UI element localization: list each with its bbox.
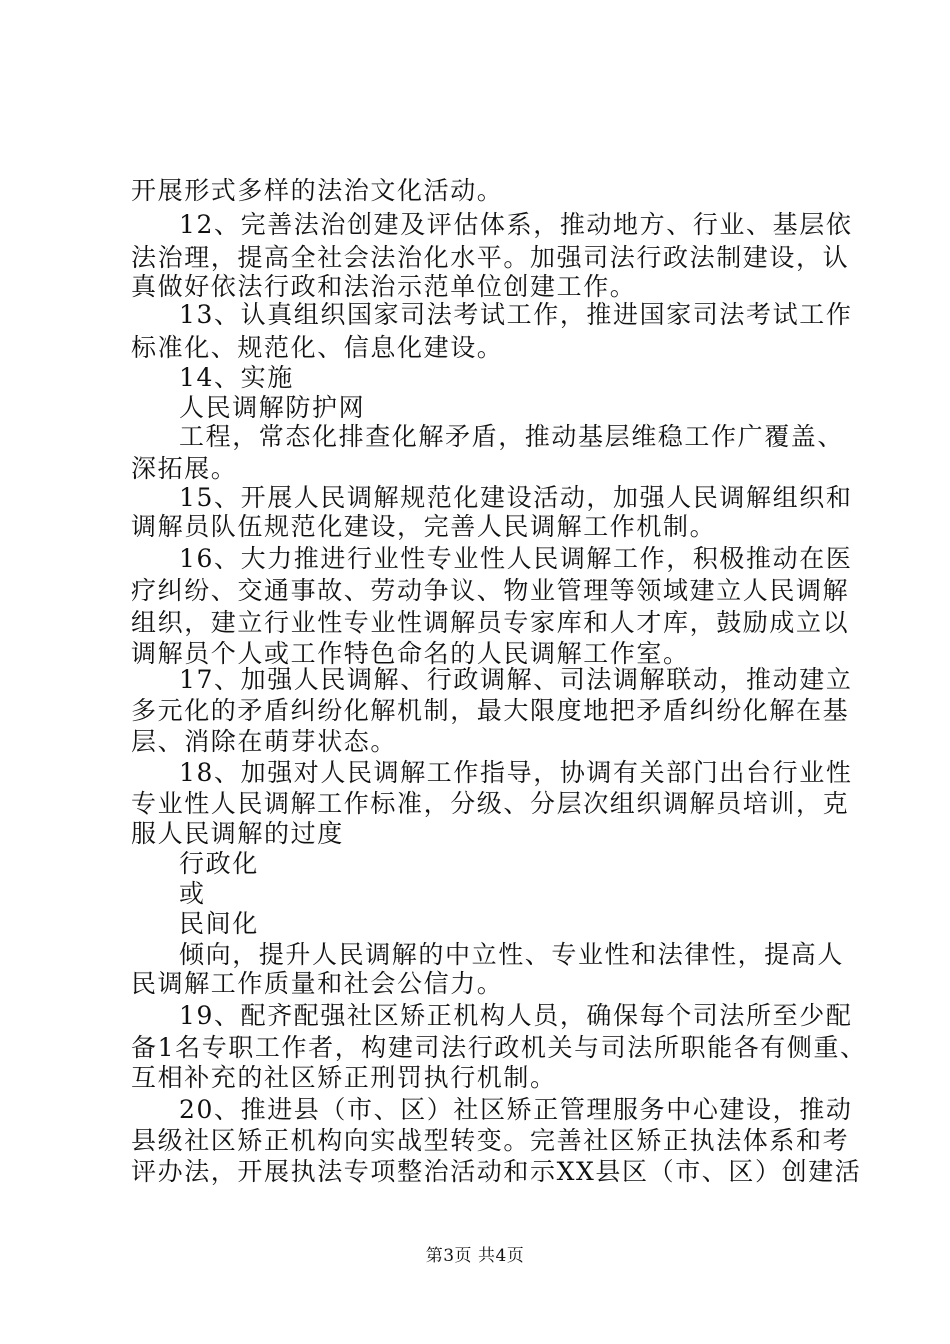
text-line: 13、认真组织国家司法考试工作，推进国家司法考试工作: [179, 300, 853, 329]
text-line: 开展形式多样的法治文化活动。: [131, 176, 504, 205]
text-line: 评办法，开展执法专项整治活动和示XX县区（市、区）创建活: [131, 1157, 862, 1186]
text-line: 行政化: [179, 849, 259, 878]
text-line: 工程，常态化排查化解矛盾，推动基层维稳工作广覆盖、: [179, 422, 845, 451]
text-line: 多元化的矛盾纠纷化解机制，最大限度地把矛盾纠纷化解在基: [131, 696, 850, 725]
text-line: 专业性人民调解工作标准，分级、分层次组织调解员培训，克: [131, 789, 850, 818]
text-line: 真做好依法行政和法治示范单位创建工作。: [131, 272, 637, 301]
text-line: 15、开展人民调解规范化建设活动，加强人民调解组织和: [179, 483, 853, 512]
text-line: 14、实施: [179, 363, 294, 392]
text-line: 人民调解防护网: [179, 393, 366, 422]
text-line: 备1名专职工作者，构建司法行政机关与司法所职能各有侧重、: [131, 1033, 867, 1062]
page-footer: 第3页 共4页: [425, 1246, 525, 1266]
text-line: 民间化: [179, 909, 259, 938]
text-line: 法治理，提高全社会法治化水平。加强司法行政法制建设，认: [131, 243, 850, 272]
text-line: 层、消除在萌芽状态。: [131, 727, 398, 756]
text-line: 或: [179, 879, 206, 908]
text-line: 疗纠纷、交通事故、劳动争议、物业管理等领域建立人民调解: [131, 576, 850, 605]
text-line: 16、大力推进行业性专业性人民调解工作，积极推动在医: [179, 544, 853, 573]
text-line: 19、配齐配强社区矫正机构人员，确保每个司法所至少配: [179, 1001, 853, 1030]
text-line: 调解员队伍规范化建设，完善人民调解工作机制。: [131, 512, 717, 541]
text-line: 12、完善法治创建及评估体系，推动地方、行业、基层依: [179, 210, 853, 239]
text-line: 服人民调解的过度: [131, 819, 344, 848]
text-line: 深拓展。: [131, 454, 238, 483]
text-line: 17、加强人民调解、行政调解、司法调解联动，推动建立: [179, 665, 853, 694]
text-line: 调解员个人或工作特色命名的人民调解工作室。: [131, 639, 690, 668]
text-line: 倾向，提升人民调解的中立性、专业性和法律性，提高人: [179, 940, 845, 969]
text-line: 县级社区矫正机构向实战型转变。完善社区矫正执法体系和考: [131, 1126, 850, 1155]
text-line: 标准化、规范化、信息化建设。: [131, 333, 504, 362]
text-line: 20、推进县（市、区）社区矫正管理服务中心建设，推动: [179, 1095, 853, 1124]
text-line: 民调解工作质量和社会公信力。: [131, 969, 504, 998]
text-line: 组织，建立行业性专业性调解员专家库和人才库，鼓励成立以: [131, 608, 850, 637]
text-line: 互相补充的社区矫正刑罚执行机制。: [131, 1063, 557, 1092]
text-line: 18、加强对人民调解工作指导，协调有关部门出台行业性: [179, 758, 853, 787]
